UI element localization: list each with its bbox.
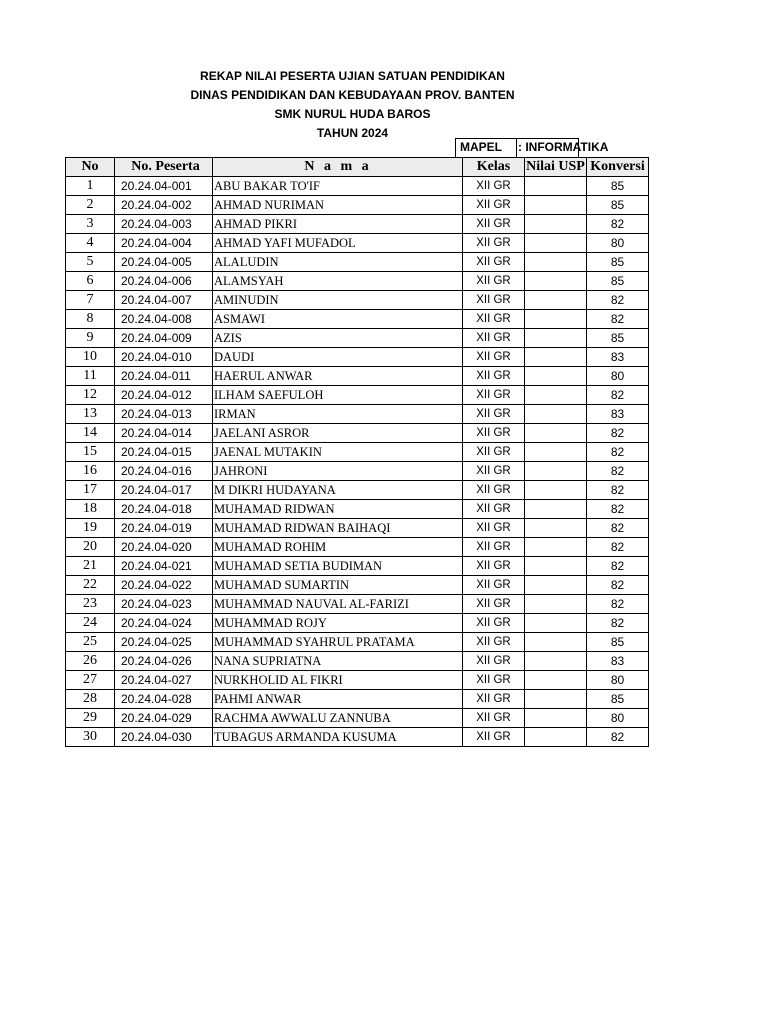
cell-kelas: XII GR <box>463 538 525 557</box>
cell-no: 28 <box>66 690 115 709</box>
cell-konversi: 85 <box>587 253 649 272</box>
cell-peserta: 20.24.04-011 <box>115 367 213 386</box>
cell-nama: JAELANI ASROR <box>213 424 463 443</box>
cell-konversi: 82 <box>587 519 649 538</box>
mapel-divider <box>516 138 517 157</box>
cell-nama: DAUDI <box>213 348 463 367</box>
cell-konversi: 83 <box>587 405 649 424</box>
cell-peserta: 20.24.04-026 <box>115 652 213 671</box>
cell-no: 14 <box>66 424 115 443</box>
cell-nama: AHMAD PIKRI <box>213 215 463 234</box>
cell-nilai-usp <box>525 386 587 405</box>
cell-nama: ILHAM SAEFULOH <box>213 386 463 405</box>
mapel-label: MAPEL <box>460 140 502 154</box>
cell-nilai-usp <box>525 443 587 462</box>
cell-no: 13 <box>66 405 115 424</box>
heading-year: TAHUN 2024 <box>316 126 389 140</box>
table-row <box>66 310 649 329</box>
cell-kelas: XII GR <box>463 557 525 576</box>
cell-nilai-usp <box>525 557 587 576</box>
cell-no: 17 <box>66 481 115 500</box>
cell-kelas: XII GR <box>463 519 525 538</box>
cell-nilai-usp <box>525 500 587 519</box>
cell-nilai-usp <box>525 538 587 557</box>
cell-peserta: 20.24.04-010 <box>115 348 213 367</box>
cell-peserta: 20.24.04-027 <box>115 671 213 690</box>
cell-nilai-usp <box>525 614 587 633</box>
heading-office: DINAS PENDIDIKAN DAN KEBUDAYAAN PROV. BANTEN <box>190 88 515 102</box>
cell-konversi: 82 <box>587 500 649 519</box>
cell-nama: ASMAWI <box>213 310 463 329</box>
cell-nama: TUBAGUS ARMANDA KUSUMA <box>213 728 463 747</box>
cell-no: 9 <box>66 329 115 348</box>
cell-nama: ALAMSYAH <box>213 272 463 291</box>
cell-nilai-usp <box>525 462 587 481</box>
table-row <box>66 424 649 443</box>
cell-peserta: 20.24.04-013 <box>115 405 213 424</box>
cell-no: 15 <box>66 443 115 462</box>
cell-kelas: XII GR <box>463 329 525 348</box>
cell-kelas: XII GR <box>463 709 525 728</box>
cell-konversi: 82 <box>587 614 649 633</box>
table-row <box>66 709 649 728</box>
col-header-kelas: Kelas <box>463 158 525 177</box>
document-heading <box>65 67 640 143</box>
cell-konversi: 82 <box>587 310 649 329</box>
cell-nama: JAHRONI <box>213 462 463 481</box>
cell-nama: MUHAMAD SUMARTIN <box>213 576 463 595</box>
cell-nilai-usp <box>525 576 587 595</box>
col-header-konversi: Konversi <box>587 158 649 177</box>
table-row <box>66 443 649 462</box>
cell-no: 21 <box>66 557 115 576</box>
cell-kelas: XII GR <box>463 234 525 253</box>
cell-nilai-usp <box>525 424 587 443</box>
cell-konversi: 85 <box>587 177 649 196</box>
cell-peserta: 20.24.04-009 <box>115 329 213 348</box>
cell-no: 4 <box>66 234 115 253</box>
cell-peserta: 20.24.04-007 <box>115 291 213 310</box>
cell-konversi: 80 <box>587 367 649 386</box>
cell-peserta: 20.24.04-004 <box>115 234 213 253</box>
cell-peserta: 20.24.04-020 <box>115 538 213 557</box>
cell-konversi: 82 <box>587 291 649 310</box>
table-row <box>66 728 649 747</box>
cell-kelas: XII GR <box>463 595 525 614</box>
cell-nilai-usp <box>525 633 587 652</box>
table-row <box>66 348 649 367</box>
table-row <box>66 671 649 690</box>
cell-peserta: 20.24.04-005 <box>115 253 213 272</box>
cell-konversi: 82 <box>587 576 649 595</box>
cell-no: 2 <box>66 196 115 215</box>
cell-no: 20 <box>66 538 115 557</box>
cell-konversi: 82 <box>587 481 649 500</box>
cell-nilai-usp <box>525 177 587 196</box>
table-row <box>66 690 649 709</box>
cell-nama: MUHAMAD RIDWAN BAIHAQI <box>213 519 463 538</box>
cell-kelas: XII GR <box>463 576 525 595</box>
cell-nama: RACHMA AWWALU ZANNUBA <box>213 709 463 728</box>
cell-nama: MUHAMMAD ROJY <box>213 614 463 633</box>
cell-kelas: XII GR <box>463 177 525 196</box>
cell-no: 27 <box>66 671 115 690</box>
cell-nama: AHMAD YAFI MUFADOL <box>213 234 463 253</box>
cell-no: 23 <box>66 595 115 614</box>
cell-nilai-usp <box>525 253 587 272</box>
cell-konversi: 80 <box>587 234 649 253</box>
cell-peserta: 20.24.04-012 <box>115 386 213 405</box>
cell-kelas: XII GR <box>463 500 525 519</box>
cell-kelas: XII GR <box>463 272 525 291</box>
cell-nama: IRMAN <box>213 405 463 424</box>
cell-no: 22 <box>66 576 115 595</box>
cell-peserta: 20.24.04-025 <box>115 633 213 652</box>
table-row <box>66 576 649 595</box>
cell-konversi: 82 <box>587 462 649 481</box>
cell-nilai-usp <box>525 652 587 671</box>
cell-kelas: XII GR <box>463 348 525 367</box>
heading-title: REKAP NILAI PESERTA UJIAN SATUAN PENDIDIKAN <box>200 69 505 83</box>
cell-no: 8 <box>66 310 115 329</box>
cell-no: 30 <box>66 728 115 747</box>
table-row <box>66 405 649 424</box>
cell-nilai-usp <box>525 196 587 215</box>
table-row <box>66 614 649 633</box>
cell-nilai-usp <box>525 291 587 310</box>
cell-konversi: 82 <box>587 215 649 234</box>
table-row <box>66 367 649 386</box>
cell-peserta: 20.24.04-022 <box>115 576 213 595</box>
cell-peserta: 20.24.04-018 <box>115 500 213 519</box>
cell-nilai-usp <box>525 234 587 253</box>
cell-konversi: 83 <box>587 348 649 367</box>
col-header-nama: N a m a <box>213 158 463 177</box>
cell-konversi: 82 <box>587 595 649 614</box>
cell-kelas: XII GR <box>463 462 525 481</box>
cell-nama: MUHAMMAD NAUVAL AL-FARIZI <box>213 595 463 614</box>
cell-peserta: 20.24.04-021 <box>115 557 213 576</box>
heading-school: SMK NURUL HUDA BAROS <box>274 107 431 121</box>
cell-nilai-usp <box>525 310 587 329</box>
score-table <box>65 157 649 747</box>
cell-konversi: 85 <box>587 329 649 348</box>
cell-peserta: 20.24.04-015 <box>115 443 213 462</box>
cell-nilai-usp <box>525 690 587 709</box>
cell-peserta: 20.24.04-030 <box>115 728 213 747</box>
cell-nama: AZIS <box>213 329 463 348</box>
cell-no: 18 <box>66 500 115 519</box>
cell-konversi: 85 <box>587 633 649 652</box>
cell-peserta: 20.24.04-008 <box>115 310 213 329</box>
cell-kelas: XII GR <box>463 310 525 329</box>
cell-peserta: 20.24.04-019 <box>115 519 213 538</box>
table-row <box>66 633 649 652</box>
cell-peserta: 20.24.04-003 <box>115 215 213 234</box>
cell-kelas: XII GR <box>463 481 525 500</box>
cell-konversi: 85 <box>587 272 649 291</box>
cell-kelas: XII GR <box>463 386 525 405</box>
cell-nama: M DIKRI HUDAYANA <box>213 481 463 500</box>
cell-konversi: 82 <box>587 386 649 405</box>
table-row <box>66 272 649 291</box>
cell-nilai-usp <box>525 671 587 690</box>
cell-kelas: XII GR <box>463 652 525 671</box>
cell-peserta: 20.24.04-024 <box>115 614 213 633</box>
cell-peserta: 20.24.04-014 <box>115 424 213 443</box>
cell-kelas: XII GR <box>463 614 525 633</box>
cell-no: 5 <box>66 253 115 272</box>
cell-peserta: 20.24.04-029 <box>115 709 213 728</box>
cell-nama: ALALUDIN <box>213 253 463 272</box>
cell-kelas: XII GR <box>463 405 525 424</box>
cell-no: 29 <box>66 709 115 728</box>
cell-nilai-usp <box>525 272 587 291</box>
cell-konversi: 85 <box>587 196 649 215</box>
table-row <box>66 557 649 576</box>
table-row <box>66 538 649 557</box>
cell-nilai-usp <box>525 728 587 747</box>
cell-no: 3 <box>66 215 115 234</box>
table-row <box>66 196 649 215</box>
cell-no: 25 <box>66 633 115 652</box>
cell-no: 1 <box>66 177 115 196</box>
cell-peserta: 20.24.04-006 <box>115 272 213 291</box>
cell-konversi: 82 <box>587 424 649 443</box>
cell-no: 11 <box>66 367 115 386</box>
cell-kelas: XII GR <box>463 215 525 234</box>
cell-kelas: XII GR <box>463 728 525 747</box>
cell-konversi: 85 <box>587 690 649 709</box>
cell-kelas: XII GR <box>463 367 525 386</box>
cell-konversi: 82 <box>587 538 649 557</box>
cell-konversi: 80 <box>587 709 649 728</box>
cell-kelas: XII GR <box>463 443 525 462</box>
cell-nilai-usp <box>525 405 587 424</box>
cell-kelas: XII GR <box>463 690 525 709</box>
table-row <box>66 386 649 405</box>
cell-peserta: 20.24.04-016 <box>115 462 213 481</box>
col-header-usp: Nilai USP <box>525 158 587 177</box>
cell-nama: NURKHOLID AL FIKRI <box>213 671 463 690</box>
cell-no: 7 <box>66 291 115 310</box>
cell-nama: MUHAMAD ROHIM <box>213 538 463 557</box>
cell-nama: NANA SUPRIATNA <box>213 652 463 671</box>
table-row <box>66 253 649 272</box>
cell-kelas: XII GR <box>463 671 525 690</box>
cell-nama: MUHAMMAD SYAHRUL PRATAMA <box>213 633 463 652</box>
cell-peserta: 20.24.04-017 <box>115 481 213 500</box>
cell-nilai-usp <box>525 481 587 500</box>
cell-nama: JAENAL MUTAKIN <box>213 443 463 462</box>
table-row <box>66 519 649 538</box>
cell-nama: MUHAMAD SETIA BUDIMAN <box>213 557 463 576</box>
table-row <box>66 481 649 500</box>
cell-kelas: XII GR <box>463 196 525 215</box>
table-row <box>66 177 649 196</box>
cell-no: 10 <box>66 348 115 367</box>
cell-konversi: 82 <box>587 728 649 747</box>
cell-nilai-usp <box>525 595 587 614</box>
table-row <box>66 462 649 481</box>
cell-konversi: 82 <box>587 443 649 462</box>
table-row <box>66 329 649 348</box>
cell-nama: HAERUL ANWAR <box>213 367 463 386</box>
cell-no: 6 <box>66 272 115 291</box>
col-header-no: No <box>66 158 115 177</box>
cell-konversi: 83 <box>587 652 649 671</box>
cell-nilai-usp <box>525 348 587 367</box>
col-header-peserta: No. Peserta <box>115 158 213 177</box>
cell-konversi: 82 <box>587 557 649 576</box>
table-row <box>66 500 649 519</box>
cell-nilai-usp <box>525 709 587 728</box>
cell-nilai-usp <box>525 519 587 538</box>
table-row <box>66 652 649 671</box>
table-header-row <box>66 158 649 177</box>
cell-no: 26 <box>66 652 115 671</box>
cell-no: 16 <box>66 462 115 481</box>
cell-peserta: 20.24.04-023 <box>115 595 213 614</box>
table-row <box>66 215 649 234</box>
cell-peserta: 20.24.04-001 <box>115 177 213 196</box>
cell-peserta: 20.24.04-002 <box>115 196 213 215</box>
cell-no: 12 <box>66 386 115 405</box>
cell-nilai-usp <box>525 329 587 348</box>
cell-nilai-usp <box>525 367 587 386</box>
cell-peserta: 20.24.04-028 <box>115 690 213 709</box>
cell-kelas: XII GR <box>463 253 525 272</box>
cell-kelas: XII GR <box>463 291 525 310</box>
table-row <box>66 291 649 310</box>
cell-nama: MUHAMAD RIDWAN <box>213 500 463 519</box>
table-row <box>66 595 649 614</box>
cell-kelas: XII GR <box>463 633 525 652</box>
mapel-value: : INFORMATIKA <box>518 140 609 154</box>
cell-no: 24 <box>66 614 115 633</box>
cell-konversi: 80 <box>587 671 649 690</box>
cell-nama: AMINUDIN <box>213 291 463 310</box>
cell-kelas: XII GR <box>463 424 525 443</box>
cell-nama: AHMAD NURIMAN <box>213 196 463 215</box>
table-row <box>66 234 649 253</box>
cell-nama: ABU BAKAR TO'IF <box>213 177 463 196</box>
cell-nilai-usp <box>525 215 587 234</box>
cell-no: 19 <box>66 519 115 538</box>
cell-nama: PAHMI ANWAR <box>213 690 463 709</box>
